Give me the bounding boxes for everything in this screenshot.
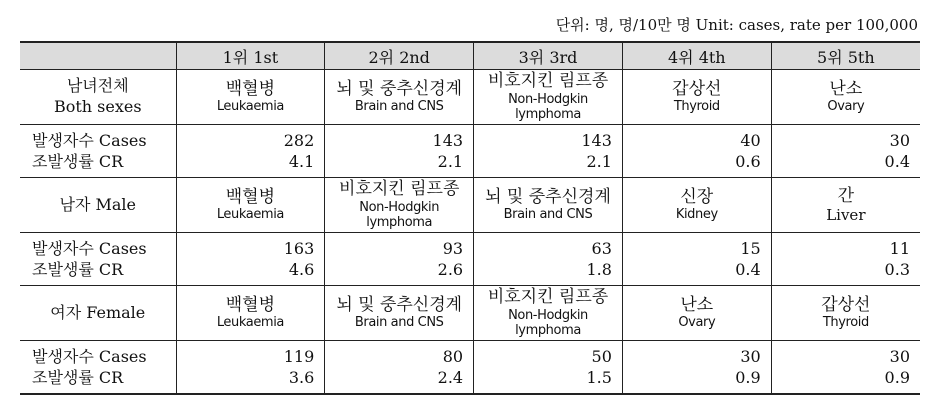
cancer-name-kr: 비호지킨 림프종 xyxy=(487,71,609,92)
cancer-name-en: Leukaemia xyxy=(216,315,284,331)
value-cell xyxy=(474,341,623,395)
rank-header: 4위 4th xyxy=(622,42,771,70)
cancer-name-cell xyxy=(622,286,771,341)
cancer-name-kr: 백혈병 xyxy=(225,79,276,99)
value-cell xyxy=(474,125,623,178)
cancer-name-kr: 비호지킨 림프종 xyxy=(339,179,460,200)
cancer-name-kr: 비호지킨 림프종 xyxy=(487,287,609,308)
measure-label-cases: 발생자수 Cases xyxy=(32,239,147,258)
cr-value: 2.1 xyxy=(437,152,464,171)
cancer-name-kr: 갑상선 xyxy=(821,295,871,315)
cr-value: 1.5 xyxy=(586,368,612,387)
value-cell xyxy=(622,125,771,178)
measure-label-cr: 조발생률 CR xyxy=(32,260,124,279)
header-corner xyxy=(20,42,176,70)
group-values-row xyxy=(20,341,920,395)
value-cell xyxy=(325,233,474,286)
group-name-row xyxy=(20,286,920,341)
cancer-name-cell xyxy=(771,70,920,125)
cancer-name-en: Leukaemia xyxy=(216,99,284,115)
value-cell xyxy=(622,233,771,286)
value-cell xyxy=(325,341,474,395)
cancer-name-kr: 백혈병 xyxy=(225,187,276,207)
cases-value: 163 xyxy=(283,239,315,258)
group-label-line: 남자 Male xyxy=(59,194,136,214)
cancer-name-kr: 뇌 및 중추신경계 xyxy=(336,79,463,99)
value-cell xyxy=(622,341,771,395)
group-label-line: 여자 Female xyxy=(50,302,146,322)
cancer-name-en: Liver xyxy=(826,206,866,225)
cancer-name-cell xyxy=(474,286,623,341)
cancer-name-en: Brain and CNS xyxy=(354,315,444,331)
cr-value: 4.1 xyxy=(288,152,315,171)
cancer-name-cell xyxy=(622,178,771,233)
cancer-name-en: Thyroid xyxy=(822,315,869,331)
group-values-row xyxy=(20,233,920,286)
cancer-name-kr: 간 xyxy=(837,185,855,206)
value-cell xyxy=(771,125,920,178)
cases-value: 63 xyxy=(591,239,612,258)
group-values-row xyxy=(20,125,920,178)
cr-value: 0.6 xyxy=(735,152,761,171)
rank-header: 5위 5th xyxy=(771,42,920,70)
cases-value: 30 xyxy=(889,347,910,366)
cancer-name-cell xyxy=(474,70,623,125)
group-label xyxy=(20,178,176,233)
value-cell xyxy=(325,125,474,178)
cancer-name-en: Kidney xyxy=(675,207,718,223)
measure-label-cr: 조발생률 CR xyxy=(32,152,124,171)
value-cell xyxy=(176,233,325,286)
measure-label-cr: 조발생률 CR xyxy=(32,368,124,387)
cancer-name-en: Brain and CNS xyxy=(503,207,593,223)
cases-value: 93 xyxy=(442,239,464,258)
measure-label-cases: 발생자수 Cases xyxy=(32,131,147,150)
group-label-line: Both sexes xyxy=(53,97,142,116)
cancer-name-cell xyxy=(325,178,474,233)
value-cell xyxy=(771,233,920,286)
cases-value: 50 xyxy=(591,347,612,366)
group-name-row xyxy=(20,70,920,125)
cr-value: 0.9 xyxy=(884,368,910,387)
unit-note: 단위: 명, 명/10만 명 Unit: cases, rate per 100,000 xyxy=(555,16,918,34)
cancer-name-en: Ovary xyxy=(827,99,865,115)
cancer-name-en: Leukaemia xyxy=(216,207,284,223)
group-name-row xyxy=(20,178,920,233)
group-label xyxy=(20,286,176,341)
value-cell xyxy=(771,341,920,395)
cancer-name-en: Non-Hodgkin lymphoma xyxy=(359,199,440,231)
cancer-name-cell xyxy=(622,70,771,125)
cr-value: 0.4 xyxy=(884,152,910,171)
cases-value: 30 xyxy=(740,347,761,366)
cancer-name-en: Thyroid xyxy=(673,99,720,115)
cr-value: 0.9 xyxy=(735,368,761,387)
cancer-name-cell xyxy=(325,70,474,125)
cases-value: 15 xyxy=(740,239,761,258)
cancer-name-en: Non-Hodgkin lymphoma xyxy=(508,307,588,339)
cr-value: 3.6 xyxy=(288,368,315,387)
cancer-name-en: Non-Hodgkin lymphoma xyxy=(508,91,588,123)
cr-value: 2.6 xyxy=(437,260,464,279)
cases-value: 30 xyxy=(889,131,910,150)
header-row xyxy=(20,42,920,70)
cr-value: 1.8 xyxy=(586,260,612,279)
cancer-name-kr: 갑상선 xyxy=(672,79,722,99)
cancer-name-cell xyxy=(771,178,920,233)
cancer-name-kr: 뇌 및 중추신경계 xyxy=(485,187,611,207)
cases-value: 143 xyxy=(432,131,464,150)
value-cell xyxy=(474,233,623,286)
cases-value: 80 xyxy=(442,347,464,366)
cases-value: 11 xyxy=(889,239,910,258)
group-label xyxy=(20,70,176,125)
rank-header: 1위 1st xyxy=(176,42,325,70)
cr-value: 4.6 xyxy=(288,260,315,279)
cancer-name-kr: 신장 xyxy=(680,187,714,207)
rank-header: 2위 2nd xyxy=(325,42,474,70)
cr-value: 2.4 xyxy=(437,368,464,387)
group-label-line: 남녀전체 xyxy=(66,76,129,96)
measure-label-cases: 발생자수 Cases xyxy=(32,347,147,366)
cr-value: 0.3 xyxy=(884,260,910,279)
cancer-name-en: Brain and CNS xyxy=(354,99,444,115)
measure-labels xyxy=(20,125,176,178)
cancer-name-cell xyxy=(176,70,325,125)
cancer-name-kr: 뇌 및 중추신경계 xyxy=(336,295,463,315)
measure-labels xyxy=(20,341,176,395)
cases-value: 282 xyxy=(283,131,315,150)
cancer-name-kr: 난소 xyxy=(829,79,863,99)
cancer-name-cell xyxy=(771,286,920,341)
measure-labels xyxy=(20,233,176,286)
cases-value: 40 xyxy=(740,131,761,150)
cancer-name-kr: 백혈병 xyxy=(225,295,276,315)
cancer-name-kr: 난소 xyxy=(680,295,714,315)
rank-header: 3위 3rd xyxy=(474,42,623,70)
cases-value: 143 xyxy=(581,131,612,150)
value-cell xyxy=(176,341,325,395)
cases-value: 119 xyxy=(283,347,315,366)
cr-value: 2.1 xyxy=(586,152,612,171)
cancer-name-cell xyxy=(176,286,325,341)
cancer-name-cell xyxy=(325,286,474,341)
cancer-ranking-table xyxy=(20,41,920,395)
value-cell xyxy=(176,125,325,178)
cancer-name-cell xyxy=(474,178,623,233)
cancer-name-en: Ovary xyxy=(678,315,716,331)
cr-value: 0.4 xyxy=(735,260,761,279)
cancer-name-cell xyxy=(176,178,325,233)
